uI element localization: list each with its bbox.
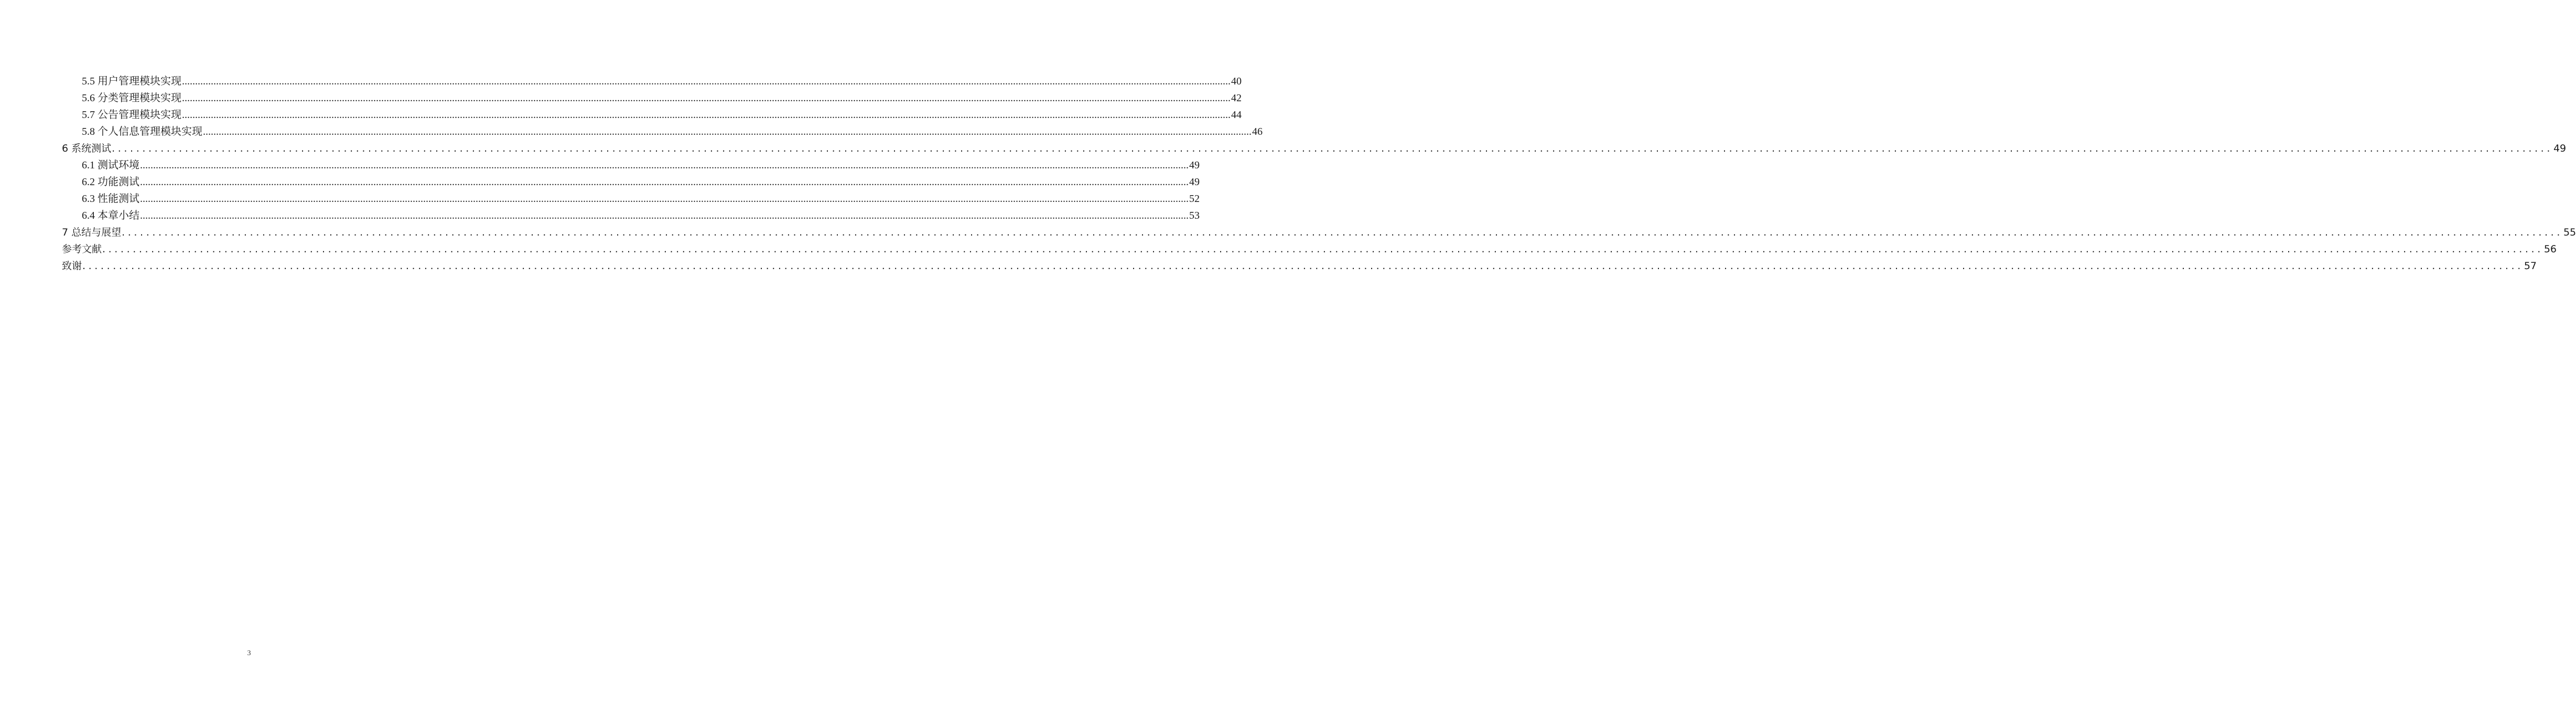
toc-entry-title: 6 系统测试: [62, 143, 112, 154]
toc-entry-page: 46: [1252, 126, 1263, 137]
table-of-contents: [62, 73, 2576, 274]
toc-leader-dots: ................................................................................................................................................................................................................................................................................................................................................................................................................: [122, 227, 2563, 238]
page-number: 3: [247, 649, 251, 657]
toc-entry[interactable]: [62, 258, 2537, 274]
toc-entry[interactable]: [62, 157, 1200, 174]
toc-entry-page: 40: [1231, 76, 1242, 87]
toc-entry[interactable]: [62, 106, 1242, 123]
toc-entry-title: 6.2 功能测试: [82, 176, 139, 188]
toc-entry[interactable]: [62, 174, 1200, 190]
toc-entry-page: 52: [1189, 193, 1200, 205]
toc-leader-dots: ................................................................................................................................................................................................................................................................................................................................................................................................................: [140, 210, 1189, 221]
toc-leader-dots: ................................................................................................................................................................................................................................................................................................................................................................................................................: [140, 193, 1189, 205]
toc-entry-title: 致谢: [62, 260, 82, 272]
toc-entry-page: 42: [1231, 92, 1242, 104]
toc-leader-dots: ................................................................................................................................................................................................................................................................................................................................................................................................................: [182, 109, 1231, 121]
toc-entry[interactable]: [62, 224, 2576, 241]
toc-entry-title: 6.4 本章小结: [82, 210, 139, 221]
toc-leader-dots: ................................................................................................................................................................................................................................................................................................................................................................................................................: [112, 143, 2553, 154]
toc-entry-page: 49: [2553, 143, 2567, 154]
toc-entry-page: 49: [1189, 159, 1200, 171]
toc-entry-page: 53: [1189, 210, 1200, 221]
toc-leader-dots: ................................................................................................................................................................................................................................................................................................................................................................................................................: [203, 126, 1252, 137]
toc-entry-title: 5.7 公告管理模块实现: [82, 109, 181, 121]
toc-entry-page: 57: [2524, 260, 2537, 272]
toc-entry[interactable]: [62, 190, 1200, 207]
toc-entry-title: 7 总结与展望: [62, 227, 122, 238]
toc-leader-dots: ................................................................................................................................................................................................................................................................................................................................................................................................................: [140, 176, 1189, 188]
toc-entry-title: 5.5 用户管理模块实现: [82, 76, 181, 87]
toc-entry[interactable]: [62, 241, 2557, 258]
toc-entry-page: 49: [1189, 176, 1200, 188]
toc-entry[interactable]: [62, 140, 2567, 157]
toc-entry[interactable]: [62, 73, 1242, 90]
toc-entry-page: 56: [2543, 243, 2557, 255]
toc-leader-dots: ................................................................................................................................................................................................................................................................................................................................................................................................................: [182, 76, 1231, 87]
toc-entry-title: 5.8 个人信息管理模块实现: [82, 126, 202, 137]
toc-entry-page: 44: [1231, 109, 1242, 121]
toc-entry[interactable]: [62, 90, 1242, 106]
toc-leader-dots: ................................................................................................................................................................................................................................................................................................................................................................................................................: [182, 92, 1231, 104]
toc-entry-title: 6.1 测试环境: [82, 159, 139, 171]
toc-entry-title: 6.3 性能测试: [82, 193, 139, 205]
toc-entry-page: 55: [2563, 227, 2576, 238]
toc-leader-dots: ................................................................................................................................................................................................................................................................................................................................................................................................................: [102, 243, 2543, 255]
toc-leader-dots: ................................................................................................................................................................................................................................................................................................................................................................................................................: [82, 260, 2524, 272]
toc-entry-title: 参考文献: [62, 243, 102, 255]
toc-entry[interactable]: [62, 123, 1263, 140]
toc-entry-title: 5.6 分类管理模块实现: [82, 92, 181, 104]
toc-leader-dots: ................................................................................................................................................................................................................................................................................................................................................................................................................: [140, 159, 1189, 171]
toc-entry[interactable]: [62, 207, 1200, 224]
